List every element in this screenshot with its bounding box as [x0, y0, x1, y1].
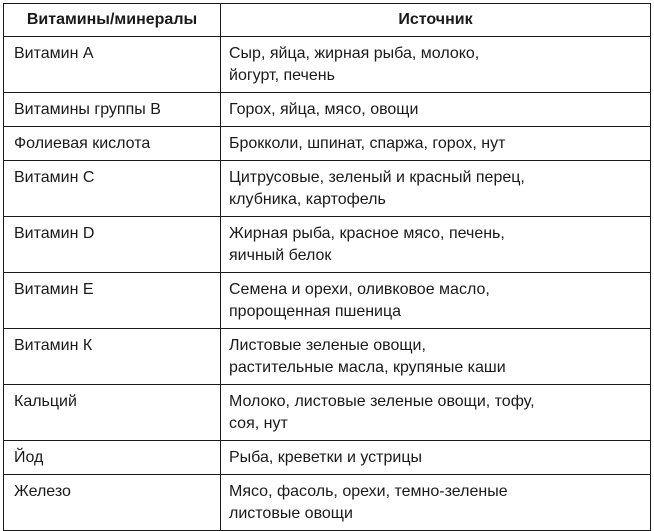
- nutrient-name-cell: Кальций: [4, 385, 221, 441]
- source-cell: [221, 329, 651, 385]
- table-body: [4, 37, 651, 531]
- header-row: [4, 4, 651, 37]
- table-row: [4, 273, 651, 329]
- source-line: Горох, яйца, мясо, овощи: [229, 101, 419, 118]
- source-cell: [221, 37, 651, 93]
- source-cell: [221, 441, 651, 475]
- source-line: растительные масла, крупяные каши: [229, 359, 506, 376]
- source-line: Молоко, листовые зеленые овощи, тофу,: [229, 393, 535, 410]
- source-line: Семена и орехи, оливковое масло,: [229, 281, 490, 298]
- table-row: [4, 93, 651, 127]
- source-cell: [221, 127, 651, 161]
- source-line: яичный белок: [229, 247, 332, 264]
- nutrient-name-cell: Железо: [4, 475, 221, 531]
- source-line: клубника, картофель: [229, 191, 386, 208]
- table-row: [4, 217, 651, 273]
- source-cell: [221, 217, 651, 273]
- source-line: Сыр, яйца, жирная рыба, молоко,: [229, 45, 480, 62]
- table-row: [4, 127, 651, 161]
- header-source: Источник: [221, 4, 651, 37]
- source-line: Жирная рыба, красное мясо, печень,: [229, 225, 505, 242]
- source-line: Листовые зеленые овощи,: [229, 337, 426, 354]
- table-row: [4, 385, 651, 441]
- table-row: [4, 475, 651, 531]
- table-row: [4, 161, 651, 217]
- source-line: соя, нут: [229, 415, 288, 432]
- vitamins-table: [3, 3, 651, 531]
- source-cell: [221, 93, 651, 127]
- header-vitamins-minerals: Витамины/минералы: [4, 4, 221, 37]
- source-cell: [221, 385, 651, 441]
- source-cell: [221, 273, 651, 329]
- table-row: [4, 329, 651, 385]
- nutrient-name-cell: Витамин К: [4, 329, 221, 385]
- table-row: [4, 441, 651, 475]
- nutrient-name-cell: Йод: [4, 441, 221, 475]
- source-line: йогурт, печень: [229, 67, 335, 84]
- source-line: пророщенная пшеница: [229, 303, 402, 320]
- nutrient-name-cell: Витамины группы В: [4, 93, 221, 127]
- source-line: Мясо, фасоль, орехи, темно-зеленые: [229, 483, 508, 500]
- nutrient-name-cell: Фолиевая кислота: [4, 127, 221, 161]
- nutrient-name-cell: Витамин Е: [4, 273, 221, 329]
- nutrient-name-cell: Витамин D: [4, 217, 221, 273]
- nutrient-name-cell: Витамин А: [4, 37, 221, 93]
- nutrient-name-cell: Витамин С: [4, 161, 221, 217]
- source-line: Брокколи, шпинат, спаржа, горох, нут: [229, 135, 506, 152]
- source-line: Рыба, креветки и устрицы: [229, 449, 422, 466]
- source-line: Цитрусовые, зеленый и красный перец,: [229, 169, 525, 186]
- source-cell: [221, 475, 651, 531]
- table-row: [4, 37, 651, 93]
- source-line: листовые овощи: [229, 505, 353, 522]
- table-header: [4, 4, 651, 37]
- source-cell: [221, 161, 651, 217]
